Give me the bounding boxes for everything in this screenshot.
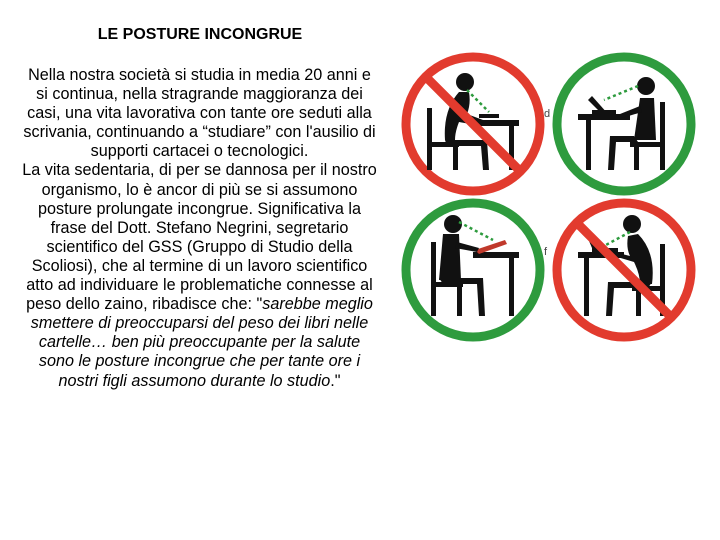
upright-with-tilted-book-figure-icon [397, 194, 549, 346]
quote-text: sarebbe meglio smettere di preoccuparsi del peso dei libri nelle cartelle… ben più preoccupante per la salute sono le posture incongrue che per tante ore i nostri figli assumono durante lo studio [30, 295, 373, 390]
posture-panel-wrong-laptop [548, 194, 700, 346]
upright-with-raised-laptop-figure-icon [548, 48, 700, 200]
posture-panel-correct-book [397, 194, 549, 346]
quote-end: ." [330, 371, 341, 390]
page-title: LE POSTURE INCONGRUE [97, 26, 303, 43]
body-text [22, 66, 377, 391]
paragraph-main [22, 161, 377, 390]
hunched-over-laptop-figure-icon [548, 194, 700, 346]
posture-panel-wrong-slouched [397, 48, 549, 200]
slouched-over-desk-figure-icon [397, 48, 549, 200]
panel-label-f: f [544, 246, 548, 258]
paragraph-main-text: La vita sedentaria, di per se dannosa per il nostro organismo, lo è ancor di più se si assumono posture prolungate incongrue. Significativa la frase del Dott. Stefano Negrini, segretario scientifico del GSS (Gruppo di Studio della Scoliosi), che al termine di un lavoro scientifico atto ad individuare le problematiche connesse al peso dello zaino, ribadisce che: " [22, 161, 377, 314]
posture-panel-correct-laptop [548, 48, 700, 200]
panel-label-d: d [544, 108, 551, 120]
paragraph-intro: Nella nostra società si studia in media 20 anni e si continua, nella stragrande maggioranza dei casi, una vita lavorativa con tante ore seduti alla scrivania, continuando a “studiare” con l'ausilio di supporti cartacei o tecnologici. [23, 66, 376, 161]
